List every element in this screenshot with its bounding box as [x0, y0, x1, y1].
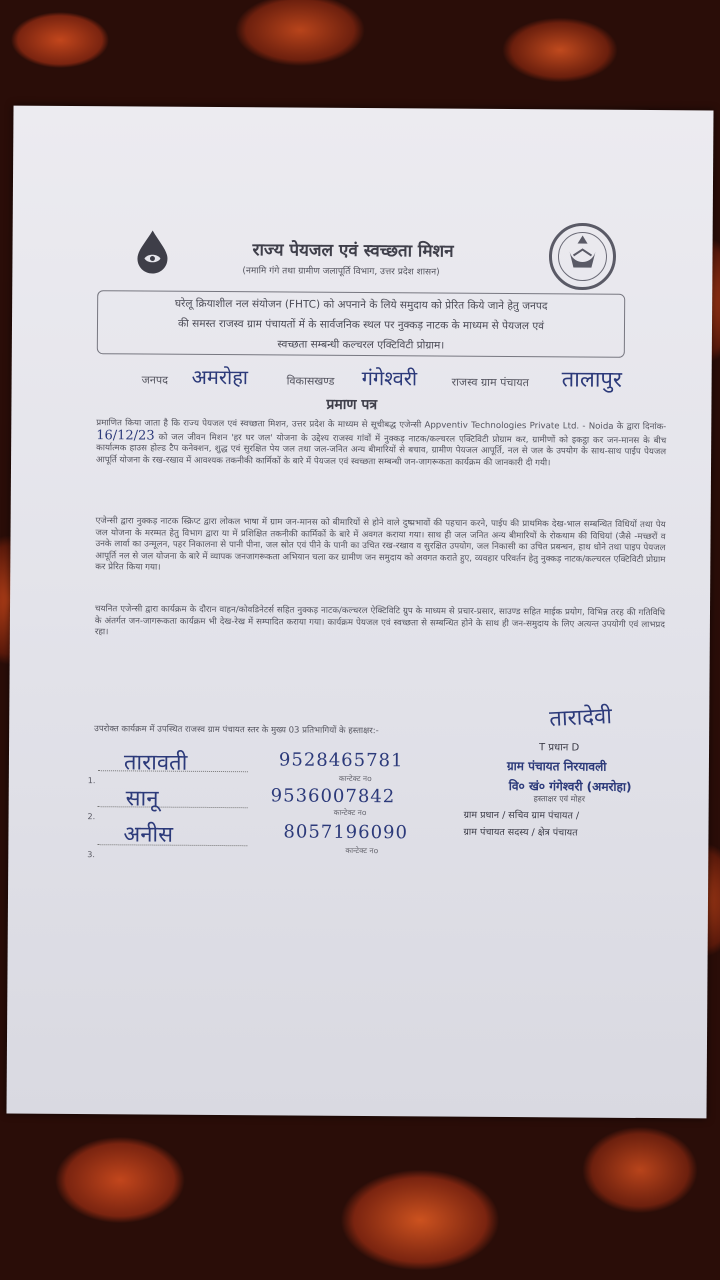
contact-caption: कान्टेक्ट नo: [333, 807, 367, 818]
contact-caption: कान्टेक्ट नo: [338, 773, 372, 784]
participant-phone: 9528465781: [278, 749, 404, 772]
paragraph-1-part-b: को जल जीवन मिशन 'हर घर जल' योजना के उद्देश्य राजस्व गांवों में नुक्कड़ नाटक/कल्चरल एक्टिविटी प्रोग्राम कर, ग्रामीणों को इकट्ठा कर जन-मानस के बीच कार्यात्मक हाउस होल्ड टैप कनेक्शन, शुद्ध एवं सुरक्षित पेय जल तथा जल-जनित अन्य बीमारियों से बचाव, ग्रामीण पेयजल आपूर्ति, नल से जल के उपयोग के साथ-साथ पाईप पेयजल आपूर्ति योजना के रख-रखाव में आवश्यक तकनीकी कार्मिकों के बारे में पेयजल एवं स्वच्छता सम्बन्धी जन-जागरूकता कार्यक्रम की जानकारी दी गयी।: [96, 432, 667, 469]
paragraph-1-part-a: प्रमाणित किया जाता है कि राज्य पेयजल एवं स्वच्छता मिशन, उत्तर प्रदेश के माध्यम से सूचीबद्ध एजेन्सी Appventiv Technologies Private Ltd. - Noida के द्वारा दिनांक-: [96, 418, 667, 433]
banner-line-1: घरेलू क्रियाशील नल संयोजन (FHTC) को अपनाने के लिये समुदाय को प्रेरित किये जाने हेतु जनपद: [174, 297, 548, 313]
participant-index: 3.: [87, 850, 95, 860]
block-label: विकासखण्ड: [286, 374, 335, 388]
signature-line: [98, 806, 248, 808]
up-government-emblem: [547, 221, 617, 291]
stamp-line-1: ग्राम पंचायत निरयावली: [506, 759, 607, 774]
paragraph-2: एजेन्सी द्वारा नुक्कड़ नाटक स्क्रिप्ट द्वारा लोकल भाषा में ग्राम जन-मानस को बीमारियों से होने वाले दुष्प्रभावों की पहचान करने, पाईप की प्राथमिक देख-भाल सम्बन्धित विधियों तथा पेय जल योजना के मरम्मत हेतु विभाग द्वारा या में प्रशिक्षित तकनीकी कार्मिकों के बारे में अवगत कराया गया। साथ ही जल जनित अन्य बीमारियों के रोकथाम की विधियां (जैसे -मच्छरों व उनके लार्वा का उन्मूलन, पहर निकालना से पानी पीना, जल स्रोत एवं पीने के पानी का उचित रख-रखाव व सुरक्षित उपयोग, जल निकासी का उचित प्रबन्धन, हाथ धोने तथा पाइप पेयजल आपूर्ति नल से जल योजना के बारे में व्यापक जनजागरूकता अभियान चला कर ग्रामीण जन समुदाय को अवगत कराते हुए, व्यवहार परिवर्तन हेतु नुक्कड़ नाटक/कल्चरल एक्टिविटी प्रोग्राम कर प्रेरित किया गया।: [95, 516, 666, 573]
pradhan-signature: तारादेवी: [548, 704, 613, 732]
banner-line-3: स्वच्छता सम्बन्धी कल्चरल एक्टिविटी प्रोग्राम।: [277, 338, 445, 352]
block-value: गंगेश्वरी: [361, 366, 418, 391]
stamp-line-2: वि० खं० गंगेश्वरी (अमरोहा): [508, 779, 632, 794]
mission-subtitle: (नमामि गंगे तथा ग्रामीण जलापूर्ति विभाग, उत्तर प्रदेश शासन): [242, 266, 440, 278]
participants-intro: उपरोक्त कार्यक्रम में उपस्थित राजस्व ग्राम पंचायत स्तर के मुख्य 03 प्रतिभागियों के हस्ताक्षर:-: [94, 724, 379, 737]
jal-jeevan-mission-logo: [127, 226, 177, 281]
participants-list: [83, 746, 444, 869]
contact-caption: कान्टेक्ट नo: [345, 845, 379, 856]
participant-row: [84, 746, 444, 786]
participant-signature: तारावती: [123, 750, 188, 776]
certificate-heading: प्रमाण पत्र: [326, 396, 378, 414]
signatory-role-line-1: ग्राम प्रधान / सचिव ग्राम पंचायत /: [463, 809, 580, 822]
stamp-caption: हस्ताक्षर एवं मोहर: [533, 794, 586, 804]
location-fields: [132, 364, 652, 398]
participant-signature: सानू: [125, 786, 159, 812]
participant-phone: 9536007842: [270, 785, 396, 808]
panchayat-label: राजस्व ग्राम पंचायत: [451, 375, 529, 390]
pradhan-role: T प्रधान D: [539, 742, 580, 754]
program-date: 16/12/23: [96, 427, 155, 444]
paragraph-1: [96, 418, 666, 470]
certificate-document: [6, 106, 713, 1119]
district-label: जनपद: [141, 373, 169, 387]
program-banner: [97, 290, 625, 358]
participant-index: 1.: [87, 776, 96, 786]
participant-phone: 8057196090: [283, 821, 409, 844]
mission-title: राज्य पेयजल एवं स्वच्छता मिशन: [252, 240, 454, 262]
participant-index: 2.: [87, 812, 96, 822]
participant-signature: अनीस: [123, 822, 174, 848]
banner-line-2: की समस्त राजस्व ग्राम पंचायतों में के सार्वजनिक स्थल पर नुक्कड़ नाटक के माध्यम से पेयजल एवं: [177, 317, 545, 333]
signatory-role-line-2: ग्राम पंचायत सदस्य / क्षेत्र पंचायत: [463, 826, 578, 839]
paragraph-3: चयनित एजेन्सी द्वारा कार्यक्रम के दौरान वाहन/कोवडिनेटर्स सहित नुक्कड़ नाटक/कल्चरल ऐक्टिविटि ग्रुप के माध्यम से प्रचार-प्रसार, साउण्ड सहित माईक प्रयोग, विभिन्न तरह की गतिविधि के अंतर्गत जन-जागरूकता कार्यक्रम भी देख-रेख में सम्पादित कराया गया। कार्यक्रम पेयजल एवं स्वच्छता से सम्बन्धित होने के साथ ही जन-समुदाय के लिए अत्यन्त उपयोगी एवं लाभप्रद रहा।: [94, 604, 666, 638]
panchayat-value: तालापुर: [561, 367, 623, 393]
district-value: अमरोहा: [191, 364, 249, 390]
